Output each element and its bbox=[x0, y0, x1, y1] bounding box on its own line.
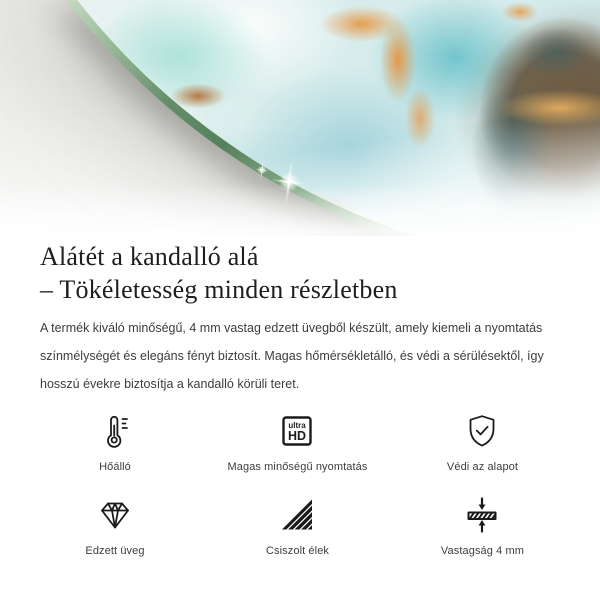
product-details-section bbox=[0, 240, 600, 557]
feature-label: Vastagság 4 mm bbox=[440, 545, 525, 557]
description-line: színmélységét és elegáns fényt biztosít. Magas hőmérsékletálló, és védi a sérülésektől, így bbox=[40, 349, 544, 363]
feature-print-quality bbox=[228, 409, 368, 473]
page-title-line2: – Tökéletesség minden részletben bbox=[40, 275, 398, 304]
page-title bbox=[40, 240, 560, 306]
ultra-hd-icon bbox=[277, 409, 317, 453]
polished-edges-icon bbox=[277, 493, 317, 537]
description-line: hosszú évekre biztosítja a kandalló körüli teret. bbox=[40, 377, 300, 391]
shield-check-icon bbox=[462, 409, 502, 453]
feature-base-protection bbox=[405, 409, 560, 473]
feature-grid bbox=[40, 409, 560, 557]
ultra-hd-icon-text-bottom: HD bbox=[288, 429, 307, 443]
feature-label: Edzett üveg bbox=[85, 545, 145, 557]
feature-polished-edges bbox=[228, 493, 368, 557]
feature-thickness bbox=[405, 493, 560, 557]
thermometer-icon bbox=[95, 409, 135, 453]
diamond-icon bbox=[95, 493, 135, 537]
page-title-line1: Alátét a kandalló alá bbox=[40, 242, 259, 271]
ultra-hd-icon-text-top: ultra bbox=[288, 421, 307, 430]
product-description bbox=[40, 314, 560, 398]
description-line: A termék kiváló minőségű, 4 mm vastag edzett üvegből készült, amely kiemeli a nyomtatás bbox=[40, 321, 543, 335]
feature-tempered-glass bbox=[40, 493, 190, 557]
feature-label: Magas minőségű nyomtatás bbox=[227, 461, 368, 473]
feature-label: Hőálló bbox=[99, 461, 131, 473]
feature-heat-resistant bbox=[40, 409, 190, 473]
thickness-icon bbox=[462, 493, 502, 537]
feature-label: Védi az alapot bbox=[446, 461, 519, 473]
product-photo bbox=[0, 0, 600, 236]
feature-label: Csiszolt élek bbox=[265, 545, 330, 557]
